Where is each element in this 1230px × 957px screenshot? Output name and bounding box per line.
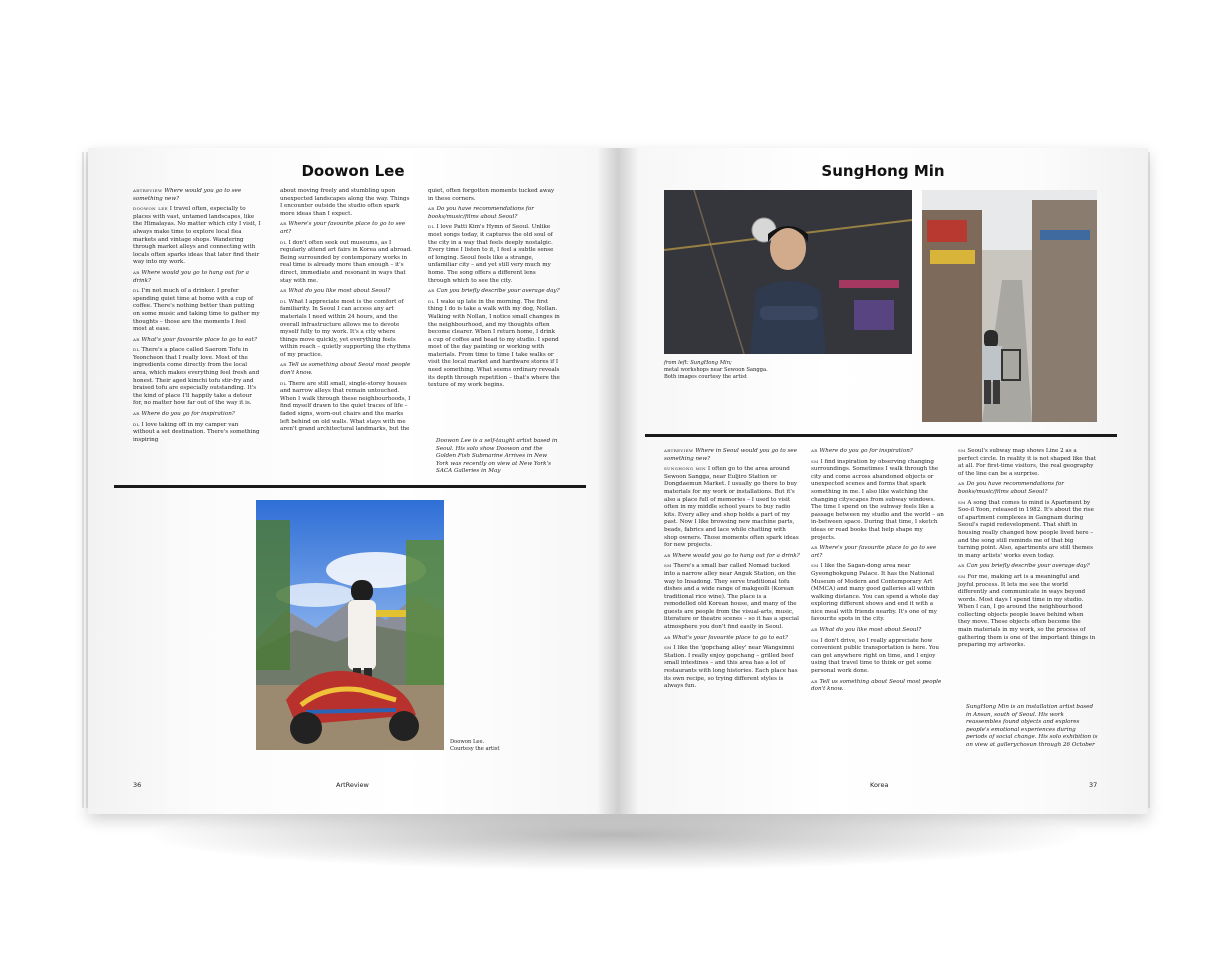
speaker-label: ar (133, 269, 140, 276)
interview-answer (958, 448, 1096, 478)
interview-question (133, 270, 261, 285)
interview-question (811, 627, 946, 635)
paragraph-text: Where would you go to hang out for a drink? (672, 552, 800, 559)
speaker-label: ar (664, 552, 671, 559)
interview-question (133, 411, 261, 419)
magazine-spread (88, 148, 1148, 814)
interview-answer (664, 645, 800, 691)
paragraph-text: What's your favourite place to go to eat? (141, 336, 257, 343)
folio-page-number: 36 (133, 781, 142, 789)
interview-question (133, 188, 261, 203)
paragraph-text: I like the 'gopchang alley' near Wangsimni Station. I really enjoy gopchang – grilled beef small intestines – and this area has a lot of restaurants with long histories. Each place has its own recipe, so trying different styles is always fun. (664, 645, 798, 690)
paragraph-text: Tell us something about Seoul most people don't know. (811, 678, 942, 693)
photo-caption-left (450, 739, 530, 753)
speaker-label: ar (811, 678, 818, 685)
paragraph-text: I wake up late in the morning. The first thing I do is take a walk with my dog, Nollan. Walking with Nollan, I notice small changes in the neighbourhood, and my thoughts often become clearer. When I return home, I drink a cup of coffee and head to my studio. I spend most of the day painting or working with materials. From time to time I take walks or visit the local market and hardware stores if I need something. What seems ordinary reveals its depth through repetition – that's where the texture of my work begins. (428, 298, 560, 389)
caption-line: Doowon Lee. (450, 739, 485, 745)
interview-question (811, 679, 946, 694)
interview-question (428, 206, 560, 221)
interview-column-3 (958, 448, 1096, 653)
interview-question (811, 545, 946, 560)
paragraph-text: Where do you go for inspiration? (141, 411, 235, 418)
paragraph-text: about moving freely and stumbling upon unexpected landscapes along the way. Things I encounter outside the studio often spark more ideas than I expect. (280, 188, 410, 217)
speaker-label: doowon lee (133, 206, 168, 213)
interview-answer (428, 188, 560, 203)
interview-column-1 (664, 448, 800, 694)
paragraph-text: There's a place called Saerom Tofu in Yeoncheon that I really love. Most of the ingredients come directly from the local area, which makes everything feel fresh and honest. Their aged kimchi tofu stir-fry and braised tofu are especially outstanding. It's the kind of place I'll happily take a detour for, no matter how far out of the way it is. (133, 347, 260, 407)
interview-answer (428, 299, 560, 390)
interview-answer (811, 563, 946, 624)
paragraph-text: Do you have recommendations for books/music/films about Seoul? (428, 206, 534, 220)
folio-section: Korea (870, 781, 889, 789)
interview-answer (958, 574, 1096, 650)
paragraph-text: Where do you go for inspiration? (819, 448, 913, 454)
speaker-label: dl (133, 421, 140, 428)
interview-question (280, 221, 412, 236)
speaker-label: dl (133, 288, 140, 295)
paragraph-text: What's your favourite place to go to eat? (672, 634, 788, 641)
interview-question (133, 337, 261, 345)
speaker-label: ar (280, 221, 287, 228)
speaker-label: dl (280, 298, 287, 305)
paragraph-text: I find inspiration by observing changing surroundings. Sometimes I walk through the city and come across abandoned objects or unexpected scenes and forms that spark something in me. I also like watching the changing cityscapes from subway windows. The time I spend on the subway feels like a passage between my studio and the world – an in-between space. During that time, I sketch ideas or read books that help shape my projects. (811, 458, 944, 541)
interview-answer (428, 224, 560, 285)
section-rule (114, 485, 586, 488)
folio-publication: ArtReview (336, 781, 369, 789)
interview-answer (133, 206, 261, 267)
paragraph-text: There are still small, single-storey houses and narrow alleys that remain untouched. When I walk through these neighbourhoods, I find myself drawn to the quiet traces of life – faded signs, worn-out chairs and the marks left behind on old walls. What stays with me aren't grand architectural landmarks, but the (280, 380, 411, 433)
interview-answer (280, 240, 412, 286)
folio-page-number: 37 (1089, 781, 1098, 789)
paragraph-text: What I appreciate most is the comfort of familiarity. In Seoul I can access any art materials I need within 24 hours, and the overall infrastructure allows me to devote myself fully to my work. It's a city where things move quickly, yet everything feels within reach – quietly supporting the rhythms of my practice. (280, 298, 411, 358)
artist-bio: SungHong Min is an installation artist based in Ansan, south of Seoul. His work reassembles found objects and explores people's emotional experiences during periods of social change. His solo exhibition is on view at gallerychosun through 26 October (966, 704, 1098, 748)
interview-question (664, 635, 800, 643)
caption-line: metal workshops near Sewoon Sangga. (664, 366, 768, 373)
page-title: SungHong Min (821, 162, 945, 180)
paragraph-text: I like the Sagan-dong area near Gyeongbokgung Palace. It has the National Museum of Modern and Contemporary Art (MMCA) and many good galleries all within walking distance. You can spend a whole day exploring different shows and end it with a nice meal with friends nearby. It's one of my favourite spots in the city. (811, 563, 939, 623)
speaker-label: sm (958, 573, 966, 580)
artist-photo-scooter (256, 500, 444, 750)
interview-answer (133, 422, 261, 445)
caption-line: Both images courtesy the artist (664, 373, 747, 380)
paragraph-text: quiet, often forgotten moments tucked away in these corners. (428, 188, 555, 202)
speaker-label: ar (280, 362, 287, 369)
paragraph-text: Where would you go to see something new? (133, 188, 242, 202)
paragraph-text: I don't often seek out museums, as I regularly attend art fairs in Korea and abroad. Being surrounded by contemporary works in real time is already more than enough – it's direct, immediate and resonant in ways that stay with me. (280, 239, 412, 284)
paragraph-text: What do you like most about Seoul? (819, 627, 922, 634)
section-rule (645, 434, 1117, 437)
speaker-label: ar (958, 563, 965, 570)
paragraph-text: For me, making art is a meaningful and joyful process. It lets me see the world differently and communicate in ways beyond words. Most days I spend time in my studio. When I can, I go around the neighbourhood collecting objects people leave behind when they move. These objects often become the main materials in my work, so the process of gathering them is one of the important things in preparing my artworks. (958, 573, 1096, 649)
speaker-label: sm (664, 563, 672, 570)
interview-question (664, 448, 800, 463)
speaker-label: sm (811, 563, 819, 570)
paragraph-text: I don't drive, so I really appreciate how convenient public transportation is here. You can get anywhere right on time, and I enjoy using that travel time to think or get some personal work done. (811, 637, 939, 675)
paragraph-text: Where's your favourite place to go to see art? (811, 545, 937, 559)
speaker-label: dl (280, 239, 287, 246)
speaker-label: sm (664, 645, 672, 652)
speaker-label: ar (811, 448, 818, 454)
paragraph-text: I love Patti Kim's Hymn of Seoul. Unlike most songs today, it captures the old soul of the city in a way that feels deeply nostalgic. Every time I listen to it, I feel a subtle sense of longing. Seoul feels like a strange, unfamiliar city – and yet still very much my home. The song offers a different lens through which to see the city. (428, 224, 554, 284)
paragraph-text: I travel often, especially to places with vast, untamed landscapes, like the Himalayas. No matter which city I visit, I always make time to explore local flea markets and vintage shops. Wandering through market alleys and connecting with locals often sparks ideas that later find their way into my work. (133, 206, 261, 266)
speaker-label: ar (811, 627, 818, 634)
interview-question (280, 288, 412, 296)
page-title: Doowon Lee (301, 162, 405, 180)
interview-question (428, 288, 560, 296)
interview-answer (958, 500, 1096, 561)
interview-column-3 (428, 188, 560, 393)
paragraph-text: A song that comes to mind is Apartment by Soo-il Yoon, released in 1982. It's about the rise of apartment complexes in Gangnam during Seoul's rapid redevelopment. That shift in housing really changed how people lived here – and the song still reminds me of that big turning point. Also, apartments are still themes in many artists' works even today. (958, 499, 1094, 559)
workshop-street-photo (922, 190, 1097, 422)
paragraph-text: Where would you go to hang out for a drink? (133, 269, 249, 284)
photo-caption-right (664, 360, 824, 380)
speaker-label: ar (664, 634, 671, 641)
paragraph-text: I often go to the area around Sewoon Sangga, near Euljiro Station or Dongdaemun Market. I usually go there to buy materials for my work or installations. But it's also a place full of memories – I used to visit often in my middle school years to buy radio kits. Every alley and shop holds a part of my past. Now I like browsing new machine parts, beads, fabrics and lace while chatting with shop owners. Those moments often spark ideas for new projects. (664, 466, 799, 549)
speaker-label: ar (958, 481, 965, 488)
speaker-label: ar (133, 411, 140, 418)
speaker-label: ar (280, 288, 287, 295)
speaker-label: dl (428, 224, 435, 231)
interview-answer (133, 347, 261, 408)
caption-line: from left: SungHong Min; (664, 360, 732, 366)
interview-answer (664, 466, 800, 550)
paragraph-text: Seoul's subway map shows Line 2 as a perfect circle. In reality it is not shaped like that at all. For first-time visitors, the real geography of the line can be a surprise. (958, 448, 1096, 477)
speaker-label: ar (133, 336, 140, 343)
speaker-label: dl (428, 298, 435, 305)
interview-column-1 (133, 188, 261, 447)
paragraph-text: Where's your favourite place to go to see art? (280, 221, 406, 235)
speaker-label: ar (428, 288, 435, 295)
artist-portrait-photo (664, 190, 912, 354)
speaker-label: artreview (664, 448, 694, 454)
interview-answer (280, 381, 412, 434)
speaker-label: sm (958, 448, 966, 454)
interview-answer (133, 288, 261, 334)
speaker-label: sunghong min (664, 466, 707, 473)
interview-answer (811, 638, 946, 676)
interview-question (280, 362, 412, 377)
speaker-label: ar (428, 206, 435, 213)
paragraph-text: There's a small bar called Nomad tucked into a narrow alley near Anguk Station, on the way to Insadong. They serve traditional tofu dishes and a wide range of makgeolli (Korean traditional rice wine). The place is a remodelled old Korean house, and many of the guests are people from the visual-arts, music, literature or theatre scenes – so it has a special atmosphere you don't find easily in Seoul. (664, 563, 799, 631)
paragraph-text: I'm not much of a drinker. I prefer spending quiet time at home with a cup of coffee. There's nothing better than putting on some music and taking time to gather my thoughts – those are the moments I feel most at ease. (133, 288, 260, 333)
right-page (618, 148, 1148, 814)
paragraph-text: I love taking off in my camper van without a set destination. There's something inspiring (133, 421, 260, 443)
interview-answer (280, 188, 412, 218)
interview-column-2 (280, 188, 412, 437)
speaker-label: sm (958, 499, 966, 506)
speaker-label: sm (811, 637, 819, 644)
interview-answer (664, 563, 800, 631)
speaker-label: ar (811, 545, 818, 552)
paragraph-text: What do you like most about Seoul? (288, 288, 391, 295)
interview-question (958, 563, 1096, 571)
artist-bio: Doowon Lee is a self-taught artist based in Seoul. His solo show Doowon and the Golden Fish Submarine Arrives in New York was recently on view at New York's SACA Galleries in May (436, 438, 558, 475)
paragraph-text: Can you briefly describe your average day? (436, 288, 560, 295)
interview-question (958, 481, 1096, 496)
interview-answer (280, 299, 412, 360)
interview-column-2 (811, 448, 946, 697)
interview-question (664, 553, 800, 561)
left-page (88, 148, 618, 814)
paragraph-text: Where in Seoul would you go to see something new? (664, 448, 798, 462)
speaker-label: dl (280, 380, 287, 387)
speaker-label: sm (811, 458, 819, 465)
paragraph-text: Can you briefly describe your average day? (966, 563, 1090, 570)
interview-answer (811, 459, 946, 543)
caption-line: Courtesy the artist (450, 745, 500, 752)
paragraph-text: Do you have recommendations for books/music/films about Seoul? (958, 481, 1064, 495)
paragraph-text: Tell us something about Seoul most people don't know. (280, 362, 411, 377)
speaker-label: artreview (133, 188, 163, 194)
speaker-label: dl (133, 347, 140, 354)
interview-question (811, 448, 946, 456)
